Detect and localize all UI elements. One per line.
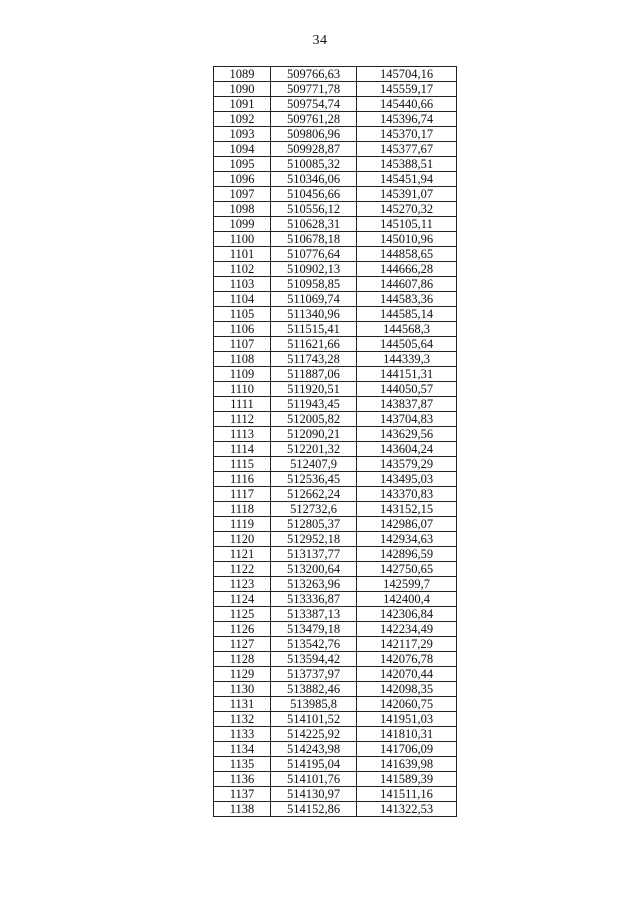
y-coordinate-cell: 144666,28 [357, 262, 457, 277]
x-coordinate-cell: 513263,96 [271, 577, 357, 592]
x-coordinate-cell: 510678,18 [271, 232, 357, 247]
y-coordinate-cell: 143629,56 [357, 427, 457, 442]
y-coordinate-cell: 145010,96 [357, 232, 457, 247]
x-coordinate-cell: 511743,28 [271, 352, 357, 367]
x-coordinate-cell: 513542,76 [271, 637, 357, 652]
table-row [214, 727, 457, 742]
y-coordinate-cell: 144050,57 [357, 382, 457, 397]
point-number-cell: 1100 [214, 232, 271, 247]
x-coordinate-cell: 512407,9 [271, 457, 357, 472]
point-number-cell: 1112 [214, 412, 271, 427]
y-coordinate-cell: 144568,3 [357, 322, 457, 337]
x-coordinate-cell: 514243,98 [271, 742, 357, 757]
x-coordinate-cell: 514225,92 [271, 727, 357, 742]
point-number-cell: 1119 [214, 517, 271, 532]
y-coordinate-cell: 142599,7 [357, 577, 457, 592]
point-number-cell: 1121 [214, 547, 271, 562]
x-coordinate-cell: 514101,52 [271, 712, 357, 727]
y-coordinate-cell: 143152,15 [357, 502, 457, 517]
x-coordinate-cell: 509754,74 [271, 97, 357, 112]
point-number-cell: 1138 [214, 802, 271, 817]
point-number-cell: 1104 [214, 292, 271, 307]
table-row [214, 262, 457, 277]
point-number-cell: 1124 [214, 592, 271, 607]
x-coordinate-cell: 510456,66 [271, 187, 357, 202]
table-row [214, 682, 457, 697]
table-row [214, 577, 457, 592]
page-number: 34 [312, 33, 328, 48]
table-row [214, 697, 457, 712]
table-row [214, 382, 457, 397]
table-row [214, 217, 457, 232]
x-coordinate-cell: 511069,74 [271, 292, 357, 307]
x-coordinate-cell: 512732,6 [271, 502, 357, 517]
y-coordinate-cell: 143837,87 [357, 397, 457, 412]
x-coordinate-cell: 510902,13 [271, 262, 357, 277]
y-coordinate-cell: 145377,67 [357, 142, 457, 157]
point-number-cell: 1094 [214, 142, 271, 157]
point-number-cell: 1089 [214, 67, 271, 82]
y-coordinate-cell: 142098,35 [357, 682, 457, 697]
x-coordinate-cell: 509766,63 [271, 67, 357, 82]
y-coordinate-cell: 142750,65 [357, 562, 457, 577]
x-coordinate-cell: 511621,66 [271, 337, 357, 352]
y-coordinate-cell: 142070,44 [357, 667, 457, 682]
y-coordinate-cell: 145105,11 [357, 217, 457, 232]
table-row [214, 472, 457, 487]
table-row [214, 427, 457, 442]
table-row [214, 82, 457, 97]
y-coordinate-cell: 145440,66 [357, 97, 457, 112]
point-number-cell: 1090 [214, 82, 271, 97]
x-coordinate-cell: 514195,04 [271, 757, 357, 772]
table-row [214, 637, 457, 652]
table-row [214, 652, 457, 667]
y-coordinate-cell: 145704,16 [357, 67, 457, 82]
point-number-cell: 1107 [214, 337, 271, 352]
point-number-cell: 1091 [214, 97, 271, 112]
table-row [214, 352, 457, 367]
y-coordinate-cell: 144607,86 [357, 277, 457, 292]
y-coordinate-cell: 141810,31 [357, 727, 457, 742]
point-number-cell: 1096 [214, 172, 271, 187]
point-number-cell: 1123 [214, 577, 271, 592]
x-coordinate-cell: 512662,24 [271, 487, 357, 502]
table-row [214, 547, 457, 562]
x-coordinate-cell: 513336,87 [271, 592, 357, 607]
y-coordinate-cell: 141639,98 [357, 757, 457, 772]
x-coordinate-cell: 513479,18 [271, 622, 357, 637]
table-row [214, 157, 457, 172]
x-coordinate-cell: 514101,76 [271, 772, 357, 787]
table-row [214, 502, 457, 517]
point-number-cell: 1126 [214, 622, 271, 637]
x-coordinate-cell: 512005,82 [271, 412, 357, 427]
point-number-cell: 1111 [214, 397, 271, 412]
y-coordinate-cell: 144858,65 [357, 247, 457, 262]
x-coordinate-cell: 514152,86 [271, 802, 357, 817]
point-number-cell: 1134 [214, 742, 271, 757]
table-row [214, 232, 457, 247]
y-coordinate-cell: 141511,16 [357, 787, 457, 802]
point-number-cell: 1117 [214, 487, 271, 502]
y-coordinate-cell: 142986,07 [357, 517, 457, 532]
table-row [214, 142, 457, 157]
y-coordinate-cell: 142400,4 [357, 592, 457, 607]
table-row [214, 607, 457, 622]
y-coordinate-cell: 145391,07 [357, 187, 457, 202]
x-coordinate-cell: 513737,97 [271, 667, 357, 682]
y-coordinate-cell: 144505,64 [357, 337, 457, 352]
x-coordinate-cell: 512201,32 [271, 442, 357, 457]
table-row [214, 412, 457, 427]
point-number-cell: 1136 [214, 772, 271, 787]
point-number-cell: 1130 [214, 682, 271, 697]
y-coordinate-cell: 144151,31 [357, 367, 457, 382]
x-coordinate-cell: 511340,96 [271, 307, 357, 322]
y-coordinate-cell: 145270,32 [357, 202, 457, 217]
table-row [214, 187, 457, 202]
y-coordinate-cell: 142306,84 [357, 607, 457, 622]
table-row [214, 787, 457, 802]
table-row [214, 292, 457, 307]
x-coordinate-cell: 512805,37 [271, 517, 357, 532]
point-number-cell: 1105 [214, 307, 271, 322]
x-coordinate-cell: 510628,31 [271, 217, 357, 232]
point-number-cell: 1113 [214, 427, 271, 442]
x-coordinate-cell: 510958,85 [271, 277, 357, 292]
point-number-cell: 1114 [214, 442, 271, 457]
point-number-cell: 1125 [214, 607, 271, 622]
x-coordinate-cell: 512952,18 [271, 532, 357, 547]
point-number-cell: 1133 [214, 727, 271, 742]
x-coordinate-cell: 512090,21 [271, 427, 357, 442]
y-coordinate-cell: 144339,3 [357, 352, 457, 367]
point-number-cell: 1116 [214, 472, 271, 487]
point-number-cell: 1101 [214, 247, 271, 262]
y-coordinate-cell: 142896,59 [357, 547, 457, 562]
point-number-cell: 1120 [214, 532, 271, 547]
point-number-cell: 1109 [214, 367, 271, 382]
point-number-cell: 1098 [214, 202, 271, 217]
x-coordinate-cell: 513985,8 [271, 697, 357, 712]
y-coordinate-cell: 141706,09 [357, 742, 457, 757]
x-coordinate-cell: 513594,42 [271, 652, 357, 667]
point-number-cell: 1135 [214, 757, 271, 772]
coordinates-table [213, 66, 457, 817]
point-number-cell: 1115 [214, 457, 271, 472]
table-row [214, 457, 457, 472]
y-coordinate-cell: 141322,53 [357, 802, 457, 817]
point-number-cell: 1129 [214, 667, 271, 682]
table-row [214, 712, 457, 727]
x-coordinate-cell: 509761,28 [271, 112, 357, 127]
y-coordinate-cell: 144583,36 [357, 292, 457, 307]
point-number-cell: 1128 [214, 652, 271, 667]
x-coordinate-cell: 513200,64 [271, 562, 357, 577]
y-coordinate-cell: 142076,78 [357, 652, 457, 667]
table-row [214, 127, 457, 142]
table-row [214, 772, 457, 787]
x-coordinate-cell: 511943,45 [271, 397, 357, 412]
point-number-cell: 1108 [214, 352, 271, 367]
point-number-cell: 1097 [214, 187, 271, 202]
point-number-cell: 1092 [214, 112, 271, 127]
x-coordinate-cell: 509928,87 [271, 142, 357, 157]
table-row [214, 517, 457, 532]
y-coordinate-cell: 145370,17 [357, 127, 457, 142]
table-row [214, 112, 457, 127]
point-number-cell: 1127 [214, 637, 271, 652]
y-coordinate-cell: 145451,94 [357, 172, 457, 187]
table-row [214, 667, 457, 682]
x-coordinate-cell: 512536,45 [271, 472, 357, 487]
point-number-cell: 1102 [214, 262, 271, 277]
y-coordinate-cell: 142117,29 [357, 637, 457, 652]
table-row [214, 322, 457, 337]
y-coordinate-cell: 145559,17 [357, 82, 457, 97]
table-row [214, 757, 457, 772]
x-coordinate-cell: 511920,51 [271, 382, 357, 397]
table-row [214, 337, 457, 352]
point-number-cell: 1122 [214, 562, 271, 577]
y-coordinate-cell: 142234,49 [357, 622, 457, 637]
y-coordinate-cell: 144585,14 [357, 307, 457, 322]
point-number-cell: 1103 [214, 277, 271, 292]
table-row [214, 172, 457, 187]
table-row [214, 622, 457, 637]
y-coordinate-cell: 141951,03 [357, 712, 457, 727]
x-coordinate-cell: 509806,96 [271, 127, 357, 142]
y-coordinate-cell: 142060,75 [357, 697, 457, 712]
y-coordinate-cell: 145396,74 [357, 112, 457, 127]
y-coordinate-cell: 142934,63 [357, 532, 457, 547]
point-number-cell: 1118 [214, 502, 271, 517]
point-number-cell: 1093 [214, 127, 271, 142]
x-coordinate-cell: 509771,78 [271, 82, 357, 97]
point-number-cell: 1132 [214, 712, 271, 727]
y-coordinate-cell: 141589,39 [357, 772, 457, 787]
table-row [214, 532, 457, 547]
point-number-cell: 1110 [214, 382, 271, 397]
y-coordinate-cell: 145388,51 [357, 157, 457, 172]
x-coordinate-cell: 510776,64 [271, 247, 357, 262]
point-number-cell: 1095 [214, 157, 271, 172]
x-coordinate-cell: 511887,06 [271, 367, 357, 382]
table-row [214, 247, 457, 262]
x-coordinate-cell: 513882,46 [271, 682, 357, 697]
x-coordinate-cell: 513387,13 [271, 607, 357, 622]
y-coordinate-cell: 143704,83 [357, 412, 457, 427]
table-row [214, 592, 457, 607]
x-coordinate-cell: 511515,41 [271, 322, 357, 337]
table-row [214, 277, 457, 292]
table-row [214, 307, 457, 322]
table-row [214, 487, 457, 502]
x-coordinate-cell: 510346,06 [271, 172, 357, 187]
table-body [214, 67, 457, 817]
point-number-cell: 1099 [214, 217, 271, 232]
table-row [214, 742, 457, 757]
table-row [214, 802, 457, 817]
x-coordinate-cell: 510085,32 [271, 157, 357, 172]
y-coordinate-cell: 143579,29 [357, 457, 457, 472]
table-row [214, 397, 457, 412]
x-coordinate-cell: 514130,97 [271, 787, 357, 802]
table-row [214, 97, 457, 112]
table-row [214, 202, 457, 217]
table-row [214, 67, 457, 82]
y-coordinate-cell: 143604,24 [357, 442, 457, 457]
x-coordinate-cell: 510556,12 [271, 202, 357, 217]
point-number-cell: 1131 [214, 697, 271, 712]
y-coordinate-cell: 143495,03 [357, 472, 457, 487]
table-row [214, 367, 457, 382]
point-number-cell: 1137 [214, 787, 271, 802]
point-number-cell: 1106 [214, 322, 271, 337]
table-row [214, 442, 457, 457]
y-coordinate-cell: 143370,83 [357, 487, 457, 502]
x-coordinate-cell: 513137,77 [271, 547, 357, 562]
table-row [214, 562, 457, 577]
